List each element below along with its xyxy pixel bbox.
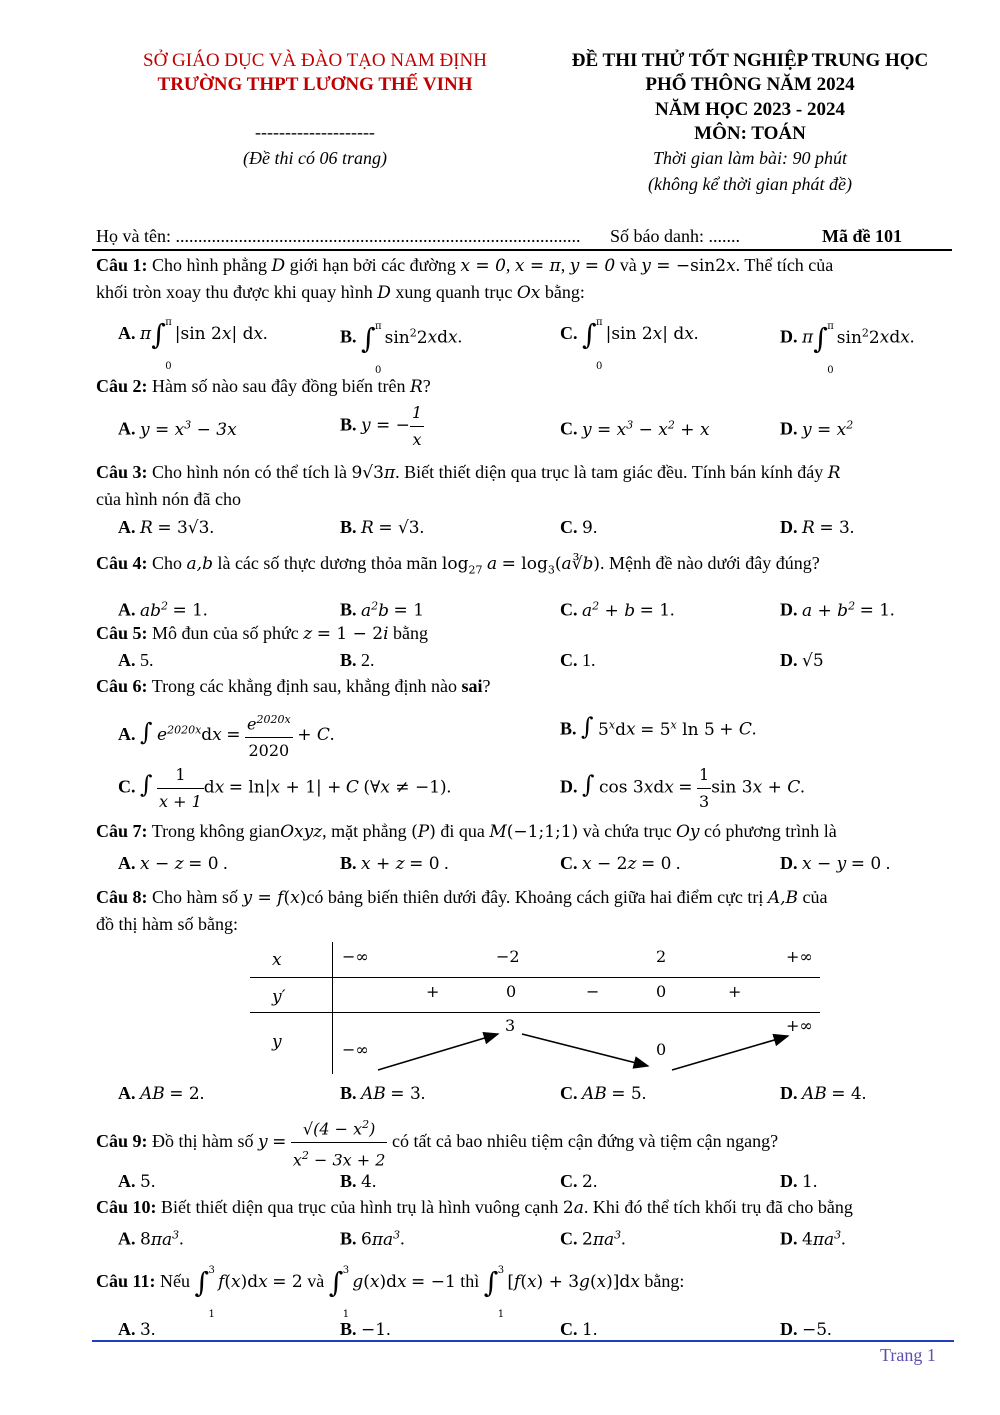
q9-option-a: A. 5. [118, 1171, 156, 1192]
q5-option-b: B. 2. [340, 650, 375, 670]
q10-option-c: C. $2\pi a^3$. [560, 1228, 626, 1250]
q11-option-a: A. 3. [118, 1319, 156, 1340]
variation-arrows [250, 942, 820, 1074]
row-label-y: y [272, 1032, 282, 1052]
y-val: 0 [656, 1040, 667, 1059]
exam-title-1: ĐỀ THI THỬ TỐT NGHIỆP TRUNG HỌC [571, 50, 929, 71]
x-val: +∞ [786, 947, 813, 966]
q2-option-d: D. $y = x^2$ [780, 418, 854, 440]
question-2: Câu 2: Hàm số nào sau đây đồng biến trên R? [96, 376, 431, 397]
q6-option-b: B. ∫ $5^xdx = 5^x$ ln 5 + C. [560, 712, 757, 741]
q6-option-c: C. ∫ $\frac{1}{x + 1}$ dx = ln|x + 1| + C (∀x ≠ −1). [118, 762, 451, 815]
q5-option-c: C. 1. [560, 650, 596, 670]
footer-rule [92, 1340, 954, 1342]
q3-option-d: D. R = 3. [780, 517, 855, 538]
time-note: (không kể thời gian phát đề) [647, 174, 853, 194]
q3-option-a: A. R = 3√3. [118, 517, 214, 538]
question-9: Câu 9: Đồ thị hàm số y = $\frac{√(4 - x^2)}{x^2 - 3x + 2}$ có tất cả bao nhiêu tiệm cận đứng và tiệm cận ngang? [96, 1112, 956, 1174]
header-rule [92, 249, 952, 251]
q8-option-a: A. AB = 2. [118, 1083, 205, 1104]
q9-option-b: B. 4. [340, 1171, 377, 1192]
q6-option-a: A. ∫ $e^{2020x}dx$ = $\frac{e^{2020x}}{2020}$ + C. [118, 707, 334, 764]
question-6: Câu 6: Trong các khẳng định sau, khẳng định nào sai? [96, 676, 491, 696]
exam-code: Mã đề 101 [822, 226, 902, 246]
q3-option-c: C. 9. [560, 517, 598, 538]
y-val: +∞ [786, 1016, 813, 1035]
arrow-up-2 [672, 1036, 788, 1070]
question-7: Câu 7: Trong không gianOxyz, mặt phẳng (P) đi qua M(−1;1;1) và chứa trục Oy có phương trình là [96, 821, 837, 842]
x-val: −∞ [342, 947, 369, 966]
q2-option-b: B. y = − $\frac{1}{x}$ [340, 400, 424, 453]
subject: MÔN: TOÁN [694, 123, 806, 144]
page-number: Trang 1 [880, 1345, 936, 1365]
q1-option-c: C. ∫ π 0 |sin 2x| dx. [560, 316, 699, 372]
q8-option-d: D. AB = 4. [780, 1083, 867, 1104]
q11-option-b: B. −1. [340, 1319, 391, 1340]
question-8: Câu 8: Cho hàm số y = f(x)có bảng biến thiên dưới đây. Khoảng cách giữa hai điểm cực trị A,B của đồ thị hàm số bằng: [96, 887, 828, 934]
q6-option-d: D. ∫ cos 3xdx = $\frac{1}{3}$ sin 3x + C. [560, 762, 805, 815]
q1-option-d: D. π∫ π 0 $\sin^22xdx$. [780, 320, 915, 376]
q1-option-a: A. π∫ π 0 |sin 2x| dx. [118, 316, 268, 372]
q2-option-a: A. $y = x^3 - 3x$ [118, 418, 237, 440]
q4-option-d: D. $a + b^2 = 1$. [780, 599, 895, 621]
q8-option-b: B. AB = 3. [340, 1083, 426, 1104]
question-3: Câu 3: Cho hình nón có thể tích là 9√3π. Biết thiết diện qua trục là tam giác đều. Tính bán kính đáy R của hình nón đã cho [96, 462, 841, 509]
q10-option-a: A. $8\pi a^3$. [118, 1228, 184, 1250]
school-name: TRƯỜNG THPT LƯƠNG THẾ VINH [157, 74, 473, 95]
q3-option-b: B. R = √3. [340, 517, 425, 538]
page-count: (Đề thi có 06 trang) [243, 148, 387, 168]
y-val: 3 [505, 1016, 516, 1035]
sign: − [586, 982, 600, 1001]
q5-option-d: D. √5 [780, 650, 824, 671]
q9-option-d: D. 1. [780, 1171, 818, 1192]
q7-option-b: B. x + z = 0 . [340, 853, 449, 874]
q10-option-d: D. $4\pi a^3$. [780, 1228, 846, 1250]
arrow-down [522, 1034, 648, 1066]
school-year: NĂM HỌC 2023 - 2024 [655, 99, 845, 120]
question-5: Câu 5: Mô đun của số phức z = 1 − 2i bằng [96, 623, 428, 644]
arrow-up-1 [378, 1034, 498, 1070]
row-label-yprime: y′ [272, 987, 286, 1007]
y-val: −∞ [342, 1040, 369, 1059]
q4-option-b: B. $a^2b = 1$ [340, 599, 425, 621]
question-11: Câu 11: Nếu ∫ 3 1 f(x)dx = 2 và ∫ 3 1 g(x)dx = −1 thì ∫ 3 1 [f(x) + 3g(x)]dx bằng: [96, 1264, 685, 1320]
q1-option-b: B. ∫ π 0 $\sin^22xdx$. [340, 320, 463, 376]
sign: + [728, 982, 742, 1001]
variation-table [250, 942, 820, 1074]
question-1: Câu 1: Cho hình phẳng D giới hạn bởi các đường x = 0, x = π, y = 0 và y = −sin2x. Thể tích của khối tròn xoay thu được khi quay hình D xung quanh trục Ox bằng: [96, 255, 834, 303]
sign: 0 [656, 982, 667, 1001]
q10-option-b: B. $6\pi a^3$. [340, 1228, 405, 1250]
question-10: Câu 10: Biết thiết diện qua trục của hình trụ là hình vuông cạnh 2a. Khi đó thể tích khối trụ đã cho bằng [96, 1197, 853, 1218]
q7-option-a: A. x − z = 0 . [118, 853, 228, 874]
exam-title-2: PHỔ THÔNG NĂM 2024 [645, 74, 855, 95]
q7-option-d: D. x − y = 0 . [780, 853, 891, 874]
q11-option-c: C. 1. [560, 1319, 598, 1340]
x-val: −2 [496, 947, 520, 966]
q5-option-a: A. 5. [118, 650, 154, 670]
dept-name: SỞ GIÁO DỤC VÀ ĐÀO TẠO NAM ĐỊNH [143, 50, 487, 71]
name-field: Họ và tên: .......................................................................................... [96, 226, 581, 246]
x-val: 2 [656, 947, 667, 966]
time-limit: Thời gian làm bài: 90 phút [652, 148, 848, 168]
header-dashes: -------------------- [255, 122, 375, 142]
q8-option-c: C. AB = 5. [560, 1083, 647, 1104]
q7-option-c: C. x − 2z = 0 . [560, 853, 681, 874]
sign: 0 [506, 982, 517, 1001]
row-label-x: x [272, 950, 282, 970]
q4-option-c: C. $a^2 + b = 1$. [560, 599, 675, 621]
q11-option-d: D. −5. [780, 1319, 832, 1340]
q9-option-c: C. 2. [560, 1171, 598, 1192]
sbd-field: Số báo danh: ....... [610, 226, 740, 246]
question-4: Câu 4: Cho a,b là các số thực dương thỏa mãn $\log_{27} a$ = $\log_3(a∛b)$. Mệnh đề nào dưới đây đúng? [96, 553, 820, 577]
q2-option-c: C. $y = x^3 - x^2 + x$ [560, 418, 710, 440]
q4-option-a: A. $ab^2 = 1$. [118, 599, 208, 621]
sign: + [426, 982, 440, 1001]
